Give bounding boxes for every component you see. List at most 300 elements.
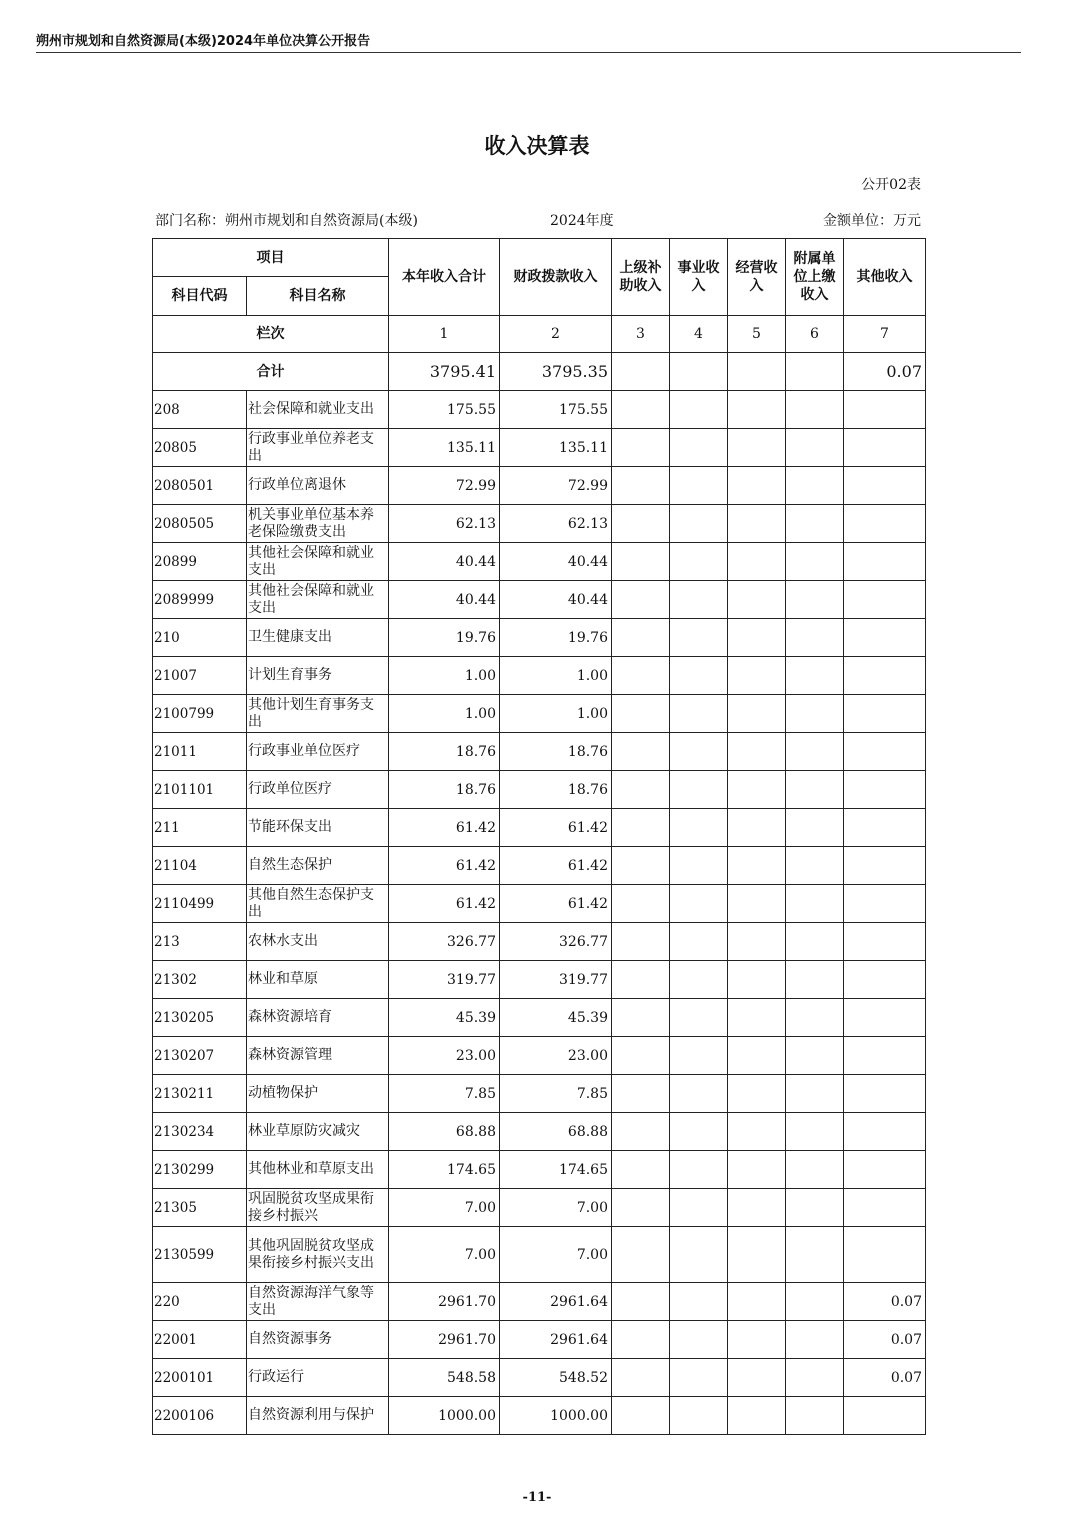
page-number: -11- xyxy=(522,1490,552,1505)
row-business xyxy=(670,543,728,581)
row-name: 自然生态保护 xyxy=(247,847,389,885)
row-other xyxy=(844,1075,926,1113)
row-fiscal: 1.00 xyxy=(500,657,612,695)
row-code: 2089999 xyxy=(153,581,247,619)
row-fiscal: 326.77 xyxy=(500,923,612,961)
row-operating xyxy=(728,1113,786,1151)
row-superior xyxy=(612,1227,670,1283)
row-other xyxy=(844,771,926,809)
row-other xyxy=(844,999,926,1037)
row-business xyxy=(670,657,728,695)
row-total: 1.00 xyxy=(389,657,500,695)
row-operating xyxy=(728,429,786,467)
row-name: 行政事业单位养老支出 xyxy=(247,429,389,467)
row-superior xyxy=(612,1321,670,1359)
row-fiscal: 319.77 xyxy=(500,961,612,999)
row-total: 135.11 xyxy=(389,429,500,467)
total-amount: 3795.41 xyxy=(389,353,500,391)
row-operating xyxy=(728,1283,786,1321)
table-row xyxy=(153,1189,926,1227)
row-affiliated xyxy=(786,771,844,809)
header-code: 科目代码 xyxy=(153,277,247,316)
row-business xyxy=(670,695,728,733)
row-business xyxy=(670,505,728,543)
row-affiliated xyxy=(786,695,844,733)
row-superior xyxy=(612,429,670,467)
row-name: 行政事业单位医疗 xyxy=(247,733,389,771)
row-other xyxy=(844,1037,926,1075)
header-name: 科目名称 xyxy=(247,277,389,316)
index-num: 6 xyxy=(786,316,844,353)
row-name: 其他社会保障和就业支出 xyxy=(247,581,389,619)
row-code: 208 xyxy=(153,391,247,429)
row-code: 2200101 xyxy=(153,1359,247,1397)
row-operating xyxy=(728,771,786,809)
row-business xyxy=(670,1283,728,1321)
row-name: 行政运行 xyxy=(247,1359,389,1397)
row-total: 61.42 xyxy=(389,809,500,847)
row-affiliated xyxy=(786,733,844,771)
row-operating xyxy=(728,1189,786,1227)
row-fiscal: 45.39 xyxy=(500,999,612,1037)
table-row xyxy=(153,809,926,847)
row-operating xyxy=(728,1075,786,1113)
row-business xyxy=(670,847,728,885)
index-num: 4 xyxy=(670,316,728,353)
row-code: 2101101 xyxy=(153,771,247,809)
row-name: 林业草原防灾减灾 xyxy=(247,1113,389,1151)
row-superior xyxy=(612,1189,670,1227)
index-num: 3 xyxy=(612,316,670,353)
row-operating xyxy=(728,999,786,1037)
row-business xyxy=(670,1189,728,1227)
row-affiliated xyxy=(786,885,844,923)
row-name: 森林资源培育 xyxy=(247,999,389,1037)
row-total: 72.99 xyxy=(389,467,500,505)
row-total: 319.77 xyxy=(389,961,500,999)
row-affiliated xyxy=(786,961,844,999)
amount-unit: 金额单位：万元 xyxy=(823,213,921,229)
row-other xyxy=(844,1397,926,1435)
row-superior xyxy=(612,695,670,733)
row-affiliated xyxy=(786,619,844,657)
table-row xyxy=(153,543,926,581)
row-total: 1000.00 xyxy=(389,1397,500,1435)
row-total: 7.00 xyxy=(389,1189,500,1227)
row-other xyxy=(844,543,926,581)
income-table xyxy=(152,238,926,1435)
row-code: 2130205 xyxy=(153,999,247,1037)
row-operating xyxy=(728,505,786,543)
row-operating xyxy=(728,391,786,429)
row-total: 61.42 xyxy=(389,847,500,885)
row-total: 45.39 xyxy=(389,999,500,1037)
row-name: 自然资源海洋气象等支出 xyxy=(247,1283,389,1321)
index-num: 2 xyxy=(500,316,612,353)
row-total: 7.00 xyxy=(389,1227,500,1283)
row-name: 社会保障和就业支出 xyxy=(247,391,389,429)
row-name: 行政单位医疗 xyxy=(247,771,389,809)
row-superior xyxy=(612,1037,670,1075)
index-num: 1 xyxy=(389,316,500,353)
header-operating: 经营收入 xyxy=(728,239,786,316)
row-code: 2110499 xyxy=(153,885,247,923)
row-total: 40.44 xyxy=(389,581,500,619)
row-superior xyxy=(612,1359,670,1397)
row-affiliated xyxy=(786,657,844,695)
row-affiliated xyxy=(786,999,844,1037)
table-row xyxy=(153,1397,926,1435)
row-total: 1.00 xyxy=(389,695,500,733)
department-name: 部门名称：朔州市规划和自然资源局(本级) xyxy=(155,213,418,229)
row-other xyxy=(844,695,926,733)
row-other xyxy=(844,1151,926,1189)
row-name: 农林水支出 xyxy=(247,923,389,961)
row-fiscal: 23.00 xyxy=(500,1037,612,1075)
header-fiscal: 财政拨款收入 xyxy=(500,239,612,316)
row-affiliated xyxy=(786,429,844,467)
row-affiliated xyxy=(786,1283,844,1321)
table-row xyxy=(153,923,926,961)
row-fiscal: 135.11 xyxy=(500,429,612,467)
row-business xyxy=(670,961,728,999)
row-other xyxy=(844,847,926,885)
row-name: 森林资源管理 xyxy=(247,1037,389,1075)
row-operating xyxy=(728,1397,786,1435)
row-superior xyxy=(612,1397,670,1435)
row-fiscal: 174.65 xyxy=(500,1151,612,1189)
row-other xyxy=(844,505,926,543)
row-business xyxy=(670,1075,728,1113)
row-code: 2130234 xyxy=(153,1113,247,1151)
row-fiscal: 7.85 xyxy=(500,1075,612,1113)
row-code: 22001 xyxy=(153,1321,247,1359)
row-fiscal: 18.76 xyxy=(500,733,612,771)
row-total: 40.44 xyxy=(389,543,500,581)
total-affiliated xyxy=(786,353,844,391)
row-business xyxy=(670,1359,728,1397)
table-row xyxy=(153,847,926,885)
row-other xyxy=(844,961,926,999)
table-row xyxy=(153,619,926,657)
row-total: 7.85 xyxy=(389,1075,500,1113)
row-affiliated xyxy=(786,847,844,885)
row-total: 326.77 xyxy=(389,923,500,961)
row-fiscal: 61.42 xyxy=(500,885,612,923)
row-code: 21104 xyxy=(153,847,247,885)
row-superior xyxy=(612,657,670,695)
total-superior xyxy=(612,353,670,391)
total-business xyxy=(670,353,728,391)
row-affiliated xyxy=(786,1359,844,1397)
row-name: 其他巩固脱贫攻坚成果衔接乡村振兴支出 xyxy=(247,1227,389,1283)
row-business xyxy=(670,923,728,961)
table-row xyxy=(153,581,926,619)
row-superior xyxy=(612,999,670,1037)
row-operating xyxy=(728,733,786,771)
row-operating xyxy=(728,1321,786,1359)
row-business xyxy=(670,809,728,847)
table-row xyxy=(153,1113,926,1151)
row-total: 19.76 xyxy=(389,619,500,657)
row-affiliated xyxy=(786,391,844,429)
row-name: 其他自然生态保护支出 xyxy=(247,885,389,923)
row-business xyxy=(670,771,728,809)
row-operating xyxy=(728,467,786,505)
row-business xyxy=(670,1321,728,1359)
row-business xyxy=(670,391,728,429)
row-business xyxy=(670,733,728,771)
row-name: 计划生育事务 xyxy=(247,657,389,695)
table-row xyxy=(153,1151,926,1189)
row-superior xyxy=(612,961,670,999)
row-other xyxy=(844,657,926,695)
table-row xyxy=(153,391,926,429)
row-fiscal: 1.00 xyxy=(500,695,612,733)
row-affiliated xyxy=(786,809,844,847)
row-affiliated xyxy=(786,923,844,961)
row-fiscal: 1000.00 xyxy=(500,1397,612,1435)
row-superior xyxy=(612,885,670,923)
row-operating xyxy=(728,1037,786,1075)
table-row xyxy=(153,695,926,733)
row-other xyxy=(844,809,926,847)
row-affiliated xyxy=(786,581,844,619)
row-code: 2200106 xyxy=(153,1397,247,1435)
row-superior xyxy=(612,1113,670,1151)
row-other xyxy=(844,885,926,923)
header-other: 其他收入 xyxy=(844,239,926,316)
row-operating xyxy=(728,1227,786,1283)
row-code: 20805 xyxy=(153,429,247,467)
fiscal-year: 2024年度 xyxy=(550,213,614,229)
row-business xyxy=(670,467,728,505)
table-row xyxy=(153,1075,926,1113)
table-row xyxy=(153,961,926,999)
total-other: 0.07 xyxy=(844,353,926,391)
table-row xyxy=(153,1283,926,1321)
row-name: 节能环保支出 xyxy=(247,809,389,847)
row-name: 动植物保护 xyxy=(247,1075,389,1113)
row-fiscal: 61.42 xyxy=(500,847,612,885)
row-superior xyxy=(612,1075,670,1113)
row-other xyxy=(844,581,926,619)
table-row xyxy=(153,885,926,923)
row-fiscal: 62.13 xyxy=(500,505,612,543)
row-code: 2080505 xyxy=(153,505,247,543)
page-title: 收入决算表 xyxy=(484,134,590,158)
row-other xyxy=(844,1227,926,1283)
row-fiscal: 72.99 xyxy=(500,467,612,505)
row-code: 21302 xyxy=(153,961,247,999)
row-total: 548.58 xyxy=(389,1359,500,1397)
row-business xyxy=(670,429,728,467)
row-other xyxy=(844,467,926,505)
row-superior xyxy=(612,505,670,543)
row-operating xyxy=(728,809,786,847)
row-code: 2130599 xyxy=(153,1227,247,1283)
row-affiliated xyxy=(786,1397,844,1435)
row-name: 机关事业单位基本养老保险缴费支出 xyxy=(247,505,389,543)
row-affiliated xyxy=(786,1321,844,1359)
table-body xyxy=(153,391,926,1435)
row-fiscal: 40.44 xyxy=(500,581,612,619)
row-fiscal: 2961.64 xyxy=(500,1321,612,1359)
row-superior xyxy=(612,1283,670,1321)
row-affiliated xyxy=(786,543,844,581)
row-fiscal: 2961.64 xyxy=(500,1283,612,1321)
row-code: 21305 xyxy=(153,1189,247,1227)
row-total: 18.76 xyxy=(389,733,500,771)
row-superior xyxy=(612,1151,670,1189)
row-fiscal: 7.00 xyxy=(500,1189,612,1227)
row-other xyxy=(844,429,926,467)
row-operating xyxy=(728,885,786,923)
row-superior xyxy=(612,809,670,847)
row-operating xyxy=(728,1151,786,1189)
row-other: 0.07 xyxy=(844,1359,926,1397)
row-other xyxy=(844,619,926,657)
row-affiliated xyxy=(786,1151,844,1189)
table-row xyxy=(153,771,926,809)
table-row xyxy=(153,657,926,695)
row-total: 23.00 xyxy=(389,1037,500,1075)
row-code: 21011 xyxy=(153,733,247,771)
header-superior: 上级补助收入 xyxy=(612,239,670,316)
row-superior xyxy=(612,847,670,885)
row-total: 2961.70 xyxy=(389,1283,500,1321)
row-business xyxy=(670,619,728,657)
total-label: 合计 xyxy=(153,353,389,391)
row-name: 自然资源事务 xyxy=(247,1321,389,1359)
row-total: 62.13 xyxy=(389,505,500,543)
row-fiscal: 548.52 xyxy=(500,1359,612,1397)
total-operating xyxy=(728,353,786,391)
row-affiliated xyxy=(786,505,844,543)
row-other: 0.07 xyxy=(844,1283,926,1321)
row-affiliated xyxy=(786,1113,844,1151)
row-code: 2130207 xyxy=(153,1037,247,1075)
row-code: 210 xyxy=(153,619,247,657)
row-business xyxy=(670,1037,728,1075)
table-row xyxy=(153,429,926,467)
row-code: 220 xyxy=(153,1283,247,1321)
row-fiscal: 18.76 xyxy=(500,771,612,809)
row-superior xyxy=(612,581,670,619)
header-item: 项目 xyxy=(153,239,389,277)
row-affiliated xyxy=(786,1189,844,1227)
row-business xyxy=(670,1227,728,1283)
row-code: 2130299 xyxy=(153,1151,247,1189)
row-other xyxy=(844,923,926,961)
row-total: 61.42 xyxy=(389,885,500,923)
row-superior xyxy=(612,923,670,961)
row-fiscal: 61.42 xyxy=(500,809,612,847)
row-name: 林业和草原 xyxy=(247,961,389,999)
row-superior xyxy=(612,733,670,771)
table-row xyxy=(153,733,926,771)
row-operating xyxy=(728,657,786,695)
row-operating xyxy=(728,619,786,657)
header-total: 本年收入合计 xyxy=(389,239,500,316)
table-row xyxy=(153,467,926,505)
row-other xyxy=(844,1189,926,1227)
table-row xyxy=(153,1037,926,1075)
row-superior xyxy=(612,543,670,581)
row-total: 174.65 xyxy=(389,1151,500,1189)
row-operating xyxy=(728,961,786,999)
row-code: 2080501 xyxy=(153,467,247,505)
row-name: 行政单位离退休 xyxy=(247,467,389,505)
row-operating xyxy=(728,581,786,619)
row-total: 175.55 xyxy=(389,391,500,429)
row-fiscal: 68.88 xyxy=(500,1113,612,1151)
table-row xyxy=(153,1227,926,1283)
row-business xyxy=(670,885,728,923)
row-total: 68.88 xyxy=(389,1113,500,1151)
row-other xyxy=(844,733,926,771)
row-superior xyxy=(612,467,670,505)
index-num: 5 xyxy=(728,316,786,353)
row-fiscal: 7.00 xyxy=(500,1227,612,1283)
row-total: 2961.70 xyxy=(389,1321,500,1359)
row-name: 巩固脱贫攻坚成果衔接乡村振兴 xyxy=(247,1189,389,1227)
row-other xyxy=(844,391,926,429)
row-business xyxy=(670,1151,728,1189)
report-header: 朔州市规划和自然资源局(本级)2024年单位决算公开报告 xyxy=(36,34,371,49)
row-operating xyxy=(728,847,786,885)
table-row xyxy=(153,1321,926,1359)
row-affiliated xyxy=(786,1227,844,1283)
row-affiliated xyxy=(786,1037,844,1075)
header-affiliated: 附属单位上缴收入 xyxy=(786,239,844,316)
row-superior xyxy=(612,771,670,809)
row-fiscal: 175.55 xyxy=(500,391,612,429)
row-superior xyxy=(612,391,670,429)
index-label: 栏次 xyxy=(153,316,389,353)
row-fiscal: 40.44 xyxy=(500,543,612,581)
row-business xyxy=(670,999,728,1037)
row-operating xyxy=(728,695,786,733)
row-total: 18.76 xyxy=(389,771,500,809)
row-business xyxy=(670,581,728,619)
row-name: 其他林业和草原支出 xyxy=(247,1151,389,1189)
row-superior xyxy=(612,619,670,657)
row-code: 21007 xyxy=(153,657,247,695)
header-divider xyxy=(36,52,1021,53)
row-code: 2100799 xyxy=(153,695,247,733)
row-affiliated xyxy=(786,467,844,505)
row-other: 0.07 xyxy=(844,1321,926,1359)
row-other xyxy=(844,1113,926,1151)
table-row xyxy=(153,1359,926,1397)
table-row xyxy=(153,999,926,1037)
row-affiliated xyxy=(786,1075,844,1113)
row-name: 其他社会保障和就业支出 xyxy=(247,543,389,581)
row-code: 213 xyxy=(153,923,247,961)
row-code: 20899 xyxy=(153,543,247,581)
row-operating xyxy=(728,543,786,581)
row-code: 2130211 xyxy=(153,1075,247,1113)
row-name: 卫生健康支出 xyxy=(247,619,389,657)
form-number: 公开02表 xyxy=(861,177,921,193)
index-num: 7 xyxy=(844,316,926,353)
row-code: 211 xyxy=(153,809,247,847)
total-fiscal: 3795.35 xyxy=(500,353,612,391)
row-business xyxy=(670,1113,728,1151)
row-operating xyxy=(728,923,786,961)
row-fiscal: 19.76 xyxy=(500,619,612,657)
